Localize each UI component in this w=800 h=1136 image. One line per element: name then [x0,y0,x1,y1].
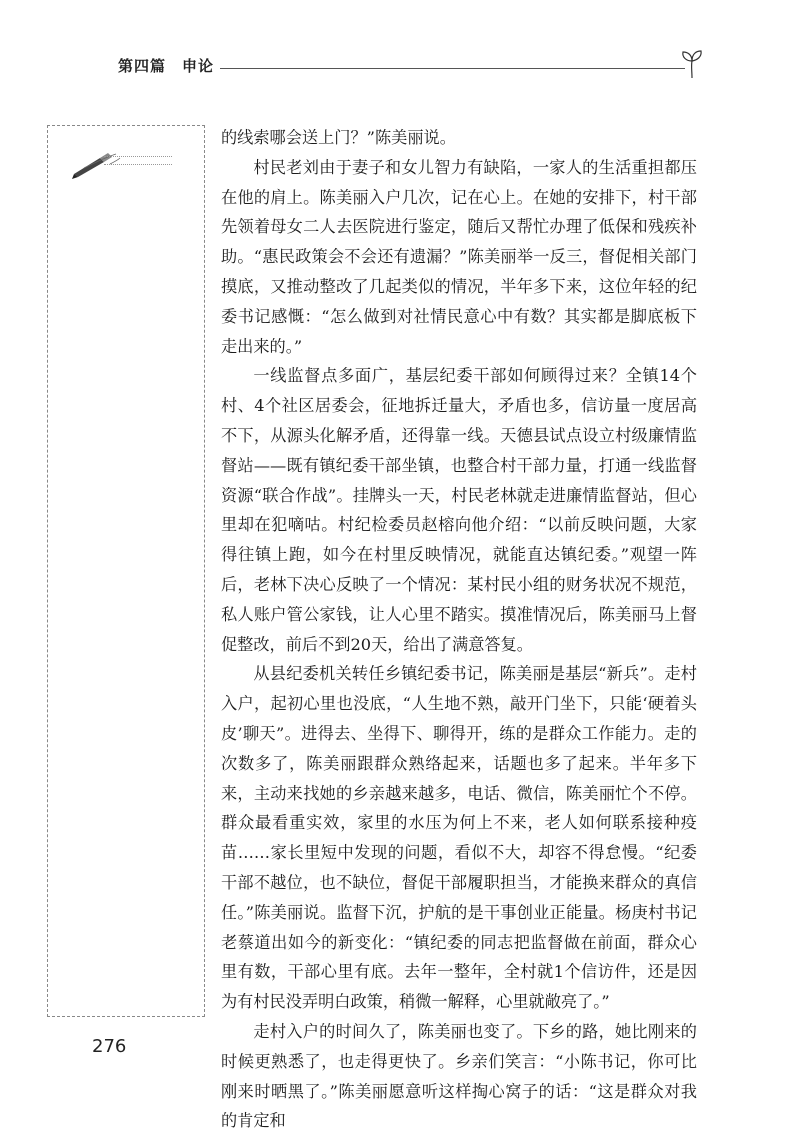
header-rule [220,68,685,69]
paragraph: 走村入户的时间久了，陈美丽也变了。下乡的路，她比刚来的时候更熟悉了，也走得更快了。乡亲们笑言：“小陈书记，你可比刚来时晒黑了。”陈美丽愿意听这样掏心窝子的话：“这是群众对我的肯定和 [221,1021,697,1131]
part-label: 第四篇 [118,57,167,75]
paragraph: 村民老刘由于妻子和女儿智力有缺陷，一家人的生活重担都压在他的肩上。陈美丽入户几次，记在心上。在她的安排下，村干部先领着母女二人去医院进行鉴定，随后又帮忙办理了低保和残疾补助。“惠民政策会不会还有遗漏？”陈美丽举一反三，督促相关部门摸底，又推动整改了几起类似的情况，半年多下来，这位年轻的纪委书记感慨：“怎么做到对社情民意心中有数？其实都是脚底板下走出来的。” [221,157,697,356]
page-number: 276 [92,1036,127,1057]
page-header [118,49,698,79]
paragraph: 的线索哪会送上门？”陈美丽说。 [221,128,456,147]
paragraph: 一线监督点多面广，基层纪委干部如何顾得过来？全镇14个村、4个社区居委会，征地拆迁量大，矛盾也多，信访量一度居高不下，从源头化解矛盾，还得靠一线。天德县试点设立村级廉情监督站——既有镇纪委干部坐镇，也整合村干部力量，打通一线监督资源“联合作战”。挂牌头一天，村民老林就走进廉情监督站，但心里却在犯嘀咕。村纪检委员赵榕向他介绍：“以前反映问题，大家得往镇上跑，如今在村里反映情况，就能直达镇纪委。”观望一阵后，老林下决心反映了一个情况：某村民小组的财务状况不规范，私人账户管公家钱，让人心里不踏实。摸准情况后，陈美丽马上督促整改，前后不到20天，给出了满意答复。 [221,366,697,654]
sprout-icon [680,49,704,79]
main-text [221,123,697,1136]
paragraph: 从县纪委机关转任乡镇纪委书记，陈美丽是基层“新兵”。走村入户，起初心里也没底，“人生地不熟，敲开门坐下，只能‘硬着头皮’聊天”。进得去、坐得下、聊得开，练的是群众工作能力。走的次数多了，陈美丽跟群众熟络起来，话题也多了起来。半年多下来，主动来找她的乡亲越来越多，电话、微信，陈美丽忙个不停。群众最看重实效，家里的水压为何上不来，老人如何联系接种疫苗……家长里短中发现的问题，看似不大，却容不得怠慢。“纪委干部不越位，也不缺位，督促干部履职担当，才能换来群众的真信任。”陈美丽说。监督下沉，护航的是干事创业正能量。杨庚村书记老蔡道出如今的新变化：“镇纪委的同志把监督做在前面，群众心里有数，干部心里有底。去年一整年，全村就1个信访件，还是因为有村民没弄明白政策，稍微一解释，心里就敞亮了。” [221,664,697,1012]
note-line [104,164,172,165]
note-line [104,156,172,157]
section-label: 申论 [182,57,215,75]
running-title [118,55,214,76]
notes-pen-icon [70,144,122,180]
notes-margin-box [47,125,205,1017]
